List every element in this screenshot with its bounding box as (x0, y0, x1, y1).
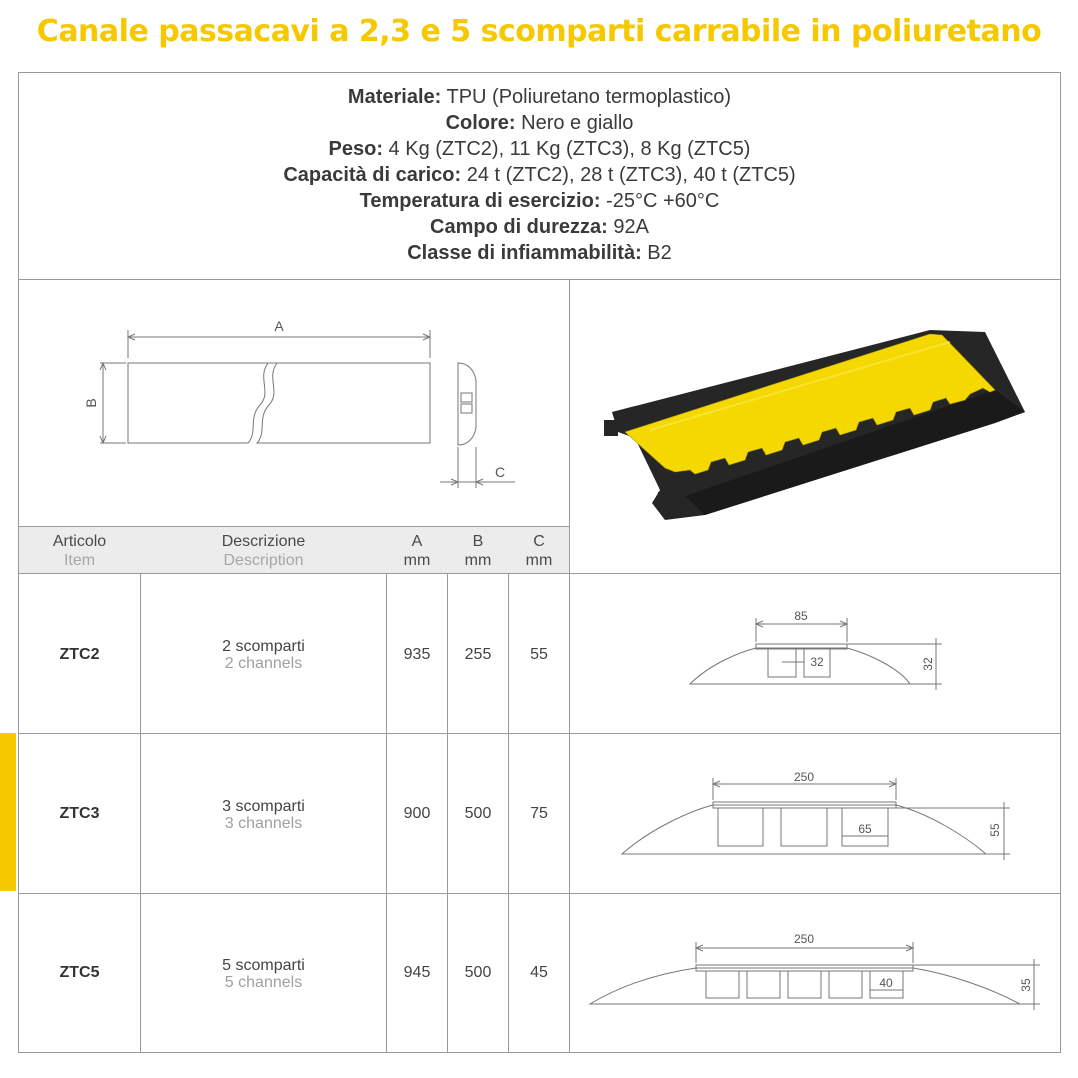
header-description (141, 532, 386, 570)
profile-ztc5 (590, 968, 1020, 1004)
header-a (387, 532, 447, 570)
header-description-en: Description (223, 552, 304, 569)
row-description-it: 3 scomparti (222, 798, 305, 815)
dim-width-ztc5: 250 (793, 932, 815, 946)
row-a: 900 (403, 805, 431, 822)
dim-width-ztc3: 250 (793, 770, 815, 784)
spec-value: B2 (647, 242, 672, 264)
dim-channel-ztc3: 65 (858, 822, 872, 836)
header-b-unit: mm (464, 552, 492, 569)
top-view-right (257, 363, 430, 443)
row-c: 75 (530, 805, 548, 822)
spec-line (19, 84, 1060, 110)
divider (19, 279, 1060, 280)
spec-label: Classe di infiammabilità: (407, 242, 642, 264)
profile-ztc2 (690, 648, 910, 684)
dim-width-ztc2: 85 (794, 609, 808, 623)
spec-line (19, 136, 1060, 162)
spec-line (19, 240, 1060, 266)
row-a: 945 (403, 964, 431, 981)
header-c-label: C (533, 533, 545, 550)
spec-label: Temperatura di esercizio: (359, 190, 601, 212)
dim-channel-ztc5: 40 (879, 976, 893, 990)
specifications (19, 84, 1060, 266)
header-b-label: B (472, 533, 484, 550)
cross-section-drawings (570, 574, 1060, 1052)
dim-channel-ztc2: 32 (810, 655, 824, 669)
row-description-en: 3 channels (224, 815, 303, 832)
spec-line (19, 188, 1060, 214)
header-a-unit: mm (403, 552, 431, 569)
spec-value: Nero e giallo (521, 112, 634, 134)
row-c: 45 (530, 964, 548, 981)
header-item (19, 532, 140, 570)
dim-height-ztc3: 55 (988, 823, 1002, 837)
header-item-it: Articolo (52, 533, 107, 550)
row-code: ZTC5 (59, 964, 100, 981)
page-title: Canale passacavi a 2,3 e 5 scomparti carrabile in poliuretano (36, 14, 1042, 49)
row-c: 55 (530, 646, 548, 663)
header-c (509, 532, 569, 570)
label-c: C (494, 464, 506, 480)
top-view-left (128, 363, 268, 443)
row-description (141, 957, 386, 991)
row-code: ZTC2 (59, 646, 100, 663)
spec-label: Campo di durezza: (430, 216, 608, 238)
spec-value: TPU (Poliuretano termoplastico) (446, 86, 732, 108)
row-description-en: 5 channels (224, 974, 303, 991)
spec-value: 24 t (ZTC2), 28 t (ZTC3), 40 t (ZTC5) (466, 164, 796, 186)
row-description-it: 2 scomparti (222, 638, 305, 655)
product-photo (590, 320, 1040, 530)
profile-ztc3 (622, 805, 986, 854)
spec-label: Peso: (328, 138, 383, 160)
accent-tab (0, 733, 16, 891)
spec-value: -25°C +60°C (606, 190, 720, 212)
label-b: B (83, 398, 99, 408)
label-a: A (274, 318, 284, 334)
dim-height-ztc5: 35 (1019, 978, 1033, 992)
row-description (141, 638, 386, 672)
spec-line (19, 110, 1060, 136)
row-code: ZTC3 (59, 805, 100, 822)
spec-value: 4 Kg (ZTC2), 11 Kg (ZTC3), 8 Kg (ZTC5) (388, 138, 751, 160)
spec-label: Capacità di carico: (283, 164, 462, 186)
row-description (141, 798, 386, 832)
spec-label: Colore: (445, 112, 516, 134)
dimension-diagram (60, 300, 540, 500)
row-description-it: 5 scomparti (222, 957, 305, 974)
row-description-en: 2 channels (224, 655, 303, 672)
row-b: 255 (464, 646, 492, 663)
spec-line (19, 162, 1060, 188)
header-b (448, 532, 508, 570)
spec-line (19, 214, 1060, 240)
header-item-en: Item (63, 552, 96, 569)
spec-label: Materiale: (347, 86, 442, 108)
dim-height-ztc2: 32 (921, 657, 935, 671)
header-c-unit: mm (525, 552, 553, 569)
header-description-it: Descrizione (221, 533, 306, 550)
header-a-label: A (411, 533, 423, 550)
row-b: 500 (464, 964, 492, 981)
row-a: 935 (403, 646, 431, 663)
row-b: 500 (464, 805, 492, 822)
spec-value: 92A (613, 216, 649, 238)
